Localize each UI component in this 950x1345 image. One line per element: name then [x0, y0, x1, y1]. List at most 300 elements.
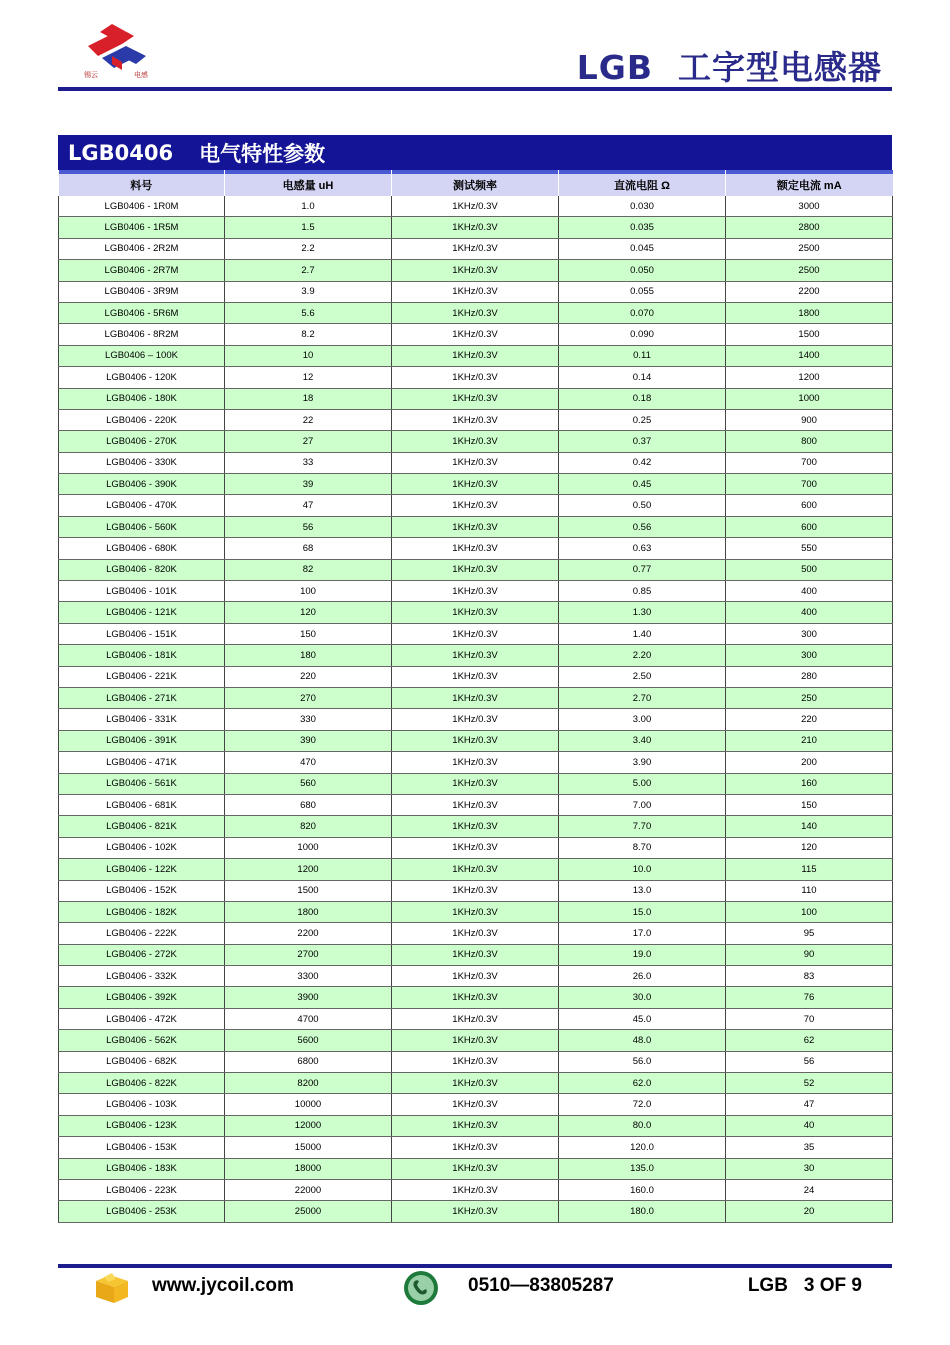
- table-cell: LGB0406 - 222K: [59, 923, 225, 944]
- table-row: [59, 1030, 893, 1051]
- column-header-accent: [59, 170, 225, 174]
- section-header: [58, 135, 892, 170]
- table-cell: 2800: [726, 217, 893, 238]
- column-header: [559, 170, 726, 196]
- table-cell: 1800: [225, 901, 392, 922]
- table-cell: 1KHz/0.3V: [392, 474, 559, 495]
- table-row: [59, 794, 893, 815]
- table-cell: 1KHz/0.3V: [392, 1115, 559, 1136]
- table-cell: 300: [726, 645, 893, 666]
- table-cell: 3.90: [559, 752, 726, 773]
- table-cell: 700: [726, 474, 893, 495]
- table-cell: LGB0406 - 153K: [59, 1137, 225, 1158]
- table-row: [59, 837, 893, 858]
- table-cell: 7.70: [559, 816, 726, 837]
- table-cell: 390: [225, 730, 392, 751]
- table-cell: LGB0406 - 8R2M: [59, 324, 225, 345]
- table-cell: 0.77: [559, 559, 726, 580]
- table-cell: 1KHz/0.3V: [392, 281, 559, 302]
- table-row: [59, 752, 893, 773]
- column-header-label: 额定电流 mA: [776, 180, 842, 192]
- table-cell: 35: [726, 1137, 893, 1158]
- table-cell: LGB0406 - 220K: [59, 409, 225, 430]
- column-header-label: 直流电阻 Ω: [614, 180, 670, 192]
- table-cell: 150: [726, 794, 893, 815]
- table-cell: 1800: [726, 302, 893, 323]
- table-cell: 8.2: [225, 324, 392, 345]
- electrical-spec-table: [58, 170, 893, 1223]
- table-cell: 0.85: [559, 581, 726, 602]
- table-cell: 1KHz/0.3V: [392, 238, 559, 259]
- website-link[interactable]: www.jycoil.com: [152, 1275, 294, 1296]
- column-header-accent: [392, 170, 558, 174]
- table-row: [59, 1158, 893, 1179]
- table-cell: 1KHz/0.3V: [392, 966, 559, 987]
- table-cell: LGB0406 - 680K: [59, 538, 225, 559]
- section-name: 电气特性参数: [199, 141, 326, 166]
- table-row: [59, 1073, 893, 1094]
- table-cell: 1KHz/0.3V: [392, 324, 559, 345]
- table-row: [59, 1179, 893, 1200]
- table-cell: 270: [225, 687, 392, 708]
- table-row: [59, 367, 893, 388]
- table-cell: LGB0406 - 121K: [59, 602, 225, 623]
- table-cell: LGB0406 - 561K: [59, 773, 225, 794]
- column-header-label: 电感量 uH: [282, 180, 334, 192]
- table-cell: 160.0: [559, 1179, 726, 1200]
- table-cell: 10.0: [559, 859, 726, 880]
- table-cell: LGB0406 - 822K: [59, 1073, 225, 1094]
- table-cell: 400: [726, 602, 893, 623]
- column-header-label: 料号: [130, 180, 153, 192]
- table-body: [59, 196, 893, 1222]
- table-cell: 120.0: [559, 1137, 726, 1158]
- table-cell: 8200: [225, 1073, 392, 1094]
- table-cell: LGB0406 - 681K: [59, 794, 225, 815]
- table-cell: 2.20: [559, 645, 726, 666]
- table-cell: 200: [726, 752, 893, 773]
- table-cell: LGB0406 - 221K: [59, 666, 225, 687]
- table-cell: LGB0406 - 103K: [59, 1094, 225, 1115]
- table-cell: 1KHz/0.3V: [392, 730, 559, 751]
- logo-caption-right: 电感: [134, 71, 148, 79]
- table-cell: 1KHz/0.3V: [392, 709, 559, 730]
- table-row: [59, 623, 893, 644]
- table-row: [59, 944, 893, 965]
- table-cell: 300: [726, 623, 893, 644]
- table-cell: LGB0406 - 392K: [59, 987, 225, 1008]
- table-cell: 1500: [726, 324, 893, 345]
- folder-icon: [94, 1271, 130, 1305]
- table-cell: 25000: [225, 1201, 392, 1222]
- table-row: [59, 1051, 893, 1072]
- table-cell: 100: [225, 581, 392, 602]
- table-cell: LGB0406 - 122K: [59, 859, 225, 880]
- table-cell: 0.25: [559, 409, 726, 430]
- table-cell: 0.070: [559, 302, 726, 323]
- table-cell: 83: [726, 966, 893, 987]
- table-cell: 1KHz/0.3V: [392, 1008, 559, 1029]
- table-cell: 2200: [726, 281, 893, 302]
- table-row: [59, 495, 893, 516]
- footer-divider: [58, 1264, 892, 1268]
- table-cell: 1KHz/0.3V: [392, 409, 559, 430]
- table-cell: 470: [225, 752, 392, 773]
- table-cell: 62.0: [559, 1073, 726, 1094]
- table-cell: 220: [726, 709, 893, 730]
- table-cell: 600: [726, 516, 893, 537]
- table-cell: LGB0406 - 180K: [59, 388, 225, 409]
- table-cell: LGB0406 - 3R9M: [59, 281, 225, 302]
- table-row: [59, 281, 893, 302]
- table-cell: 280: [726, 666, 893, 687]
- table-cell: 56: [726, 1051, 893, 1072]
- table-cell: 100: [726, 901, 893, 922]
- table-cell: 95: [726, 923, 893, 944]
- table-cell: 1KHz/0.3V: [392, 602, 559, 623]
- table-cell: 2700: [225, 944, 392, 965]
- table-cell: LGB0406 - 182K: [59, 901, 225, 922]
- table-row: [59, 923, 893, 944]
- table-cell: 1KHz/0.3V: [392, 452, 559, 473]
- table-cell: 2.2: [225, 238, 392, 259]
- table-cell: LGB0406 - 391K: [59, 730, 225, 751]
- table-cell: 2500: [726, 238, 893, 259]
- table-cell: LGB0406 - 1R0M: [59, 196, 225, 217]
- table-cell: LGB0406 - 151K: [59, 623, 225, 644]
- table-row: [59, 880, 893, 901]
- table-cell: LGB0406 - 1R5M: [59, 217, 225, 238]
- table-cell: 800: [726, 431, 893, 452]
- table-row: [59, 816, 893, 837]
- table-cell: 160: [726, 773, 893, 794]
- table-cell: LGB0406 - 562K: [59, 1030, 225, 1051]
- table-cell: 0.42: [559, 452, 726, 473]
- table-row: [59, 709, 893, 730]
- table-cell: LGB0406 - 330K: [59, 452, 225, 473]
- table-row: [59, 474, 893, 495]
- table-cell: 1KHz/0.3V: [392, 1073, 559, 1094]
- column-header: [726, 170, 893, 196]
- column-header-accent: [726, 170, 893, 174]
- table-cell: 1.5: [225, 217, 392, 238]
- table-cell: 13.0: [559, 880, 726, 901]
- table-cell: 22000: [225, 1179, 392, 1200]
- table-row: [59, 602, 893, 623]
- table-cell: 120: [726, 837, 893, 858]
- table-row: [59, 345, 893, 366]
- table-cell: LGB0406 - 472K: [59, 1008, 225, 1029]
- table-cell: 1KHz/0.3V: [392, 367, 559, 388]
- table-cell: 0.090: [559, 324, 726, 345]
- table-cell: 90: [726, 944, 893, 965]
- table-cell: 1KHz/0.3V: [392, 623, 559, 644]
- table-cell: 12: [225, 367, 392, 388]
- table-cell: 1KHz/0.3V: [392, 217, 559, 238]
- table-cell: 0.37: [559, 431, 726, 452]
- table-cell: 1KHz/0.3V: [392, 581, 559, 602]
- table-cell: 1.0: [225, 196, 392, 217]
- table-row: [59, 581, 893, 602]
- table-cell: 1KHz/0.3V: [392, 260, 559, 281]
- table-cell: 24: [726, 1179, 893, 1200]
- table-cell: 820: [225, 816, 392, 837]
- series-name: LGB: [747, 1275, 788, 1296]
- table-cell: 26.0: [559, 966, 726, 987]
- table-cell: 3900: [225, 987, 392, 1008]
- table-row: [59, 452, 893, 473]
- table-cell: 5.00: [559, 773, 726, 794]
- table-cell: 1KHz/0.3V: [392, 1201, 559, 1222]
- table-cell: 1KHz/0.3V: [392, 666, 559, 687]
- column-header-accent: [559, 170, 725, 174]
- table-cell: 17.0: [559, 923, 726, 944]
- table-cell: 56: [225, 516, 392, 537]
- table-cell: 68: [225, 538, 392, 559]
- table-cell: 18: [225, 388, 392, 409]
- table-cell: LGB0406 - 272K: [59, 944, 225, 965]
- table-cell: LGB0406 - 821K: [59, 816, 225, 837]
- column-header-accent: [225, 170, 391, 174]
- table-cell: 19.0: [559, 944, 726, 965]
- table-cell: LGB0406 - 470K: [59, 495, 225, 516]
- table-cell: 40: [726, 1115, 893, 1136]
- table-row: [59, 666, 893, 687]
- table-cell: 18000: [225, 1158, 392, 1179]
- table-cell: LGB0406 - 820K: [59, 559, 225, 580]
- table-row: [59, 901, 893, 922]
- table-cell: 1KHz/0.3V: [392, 345, 559, 366]
- table-row: [59, 217, 893, 238]
- table-cell: 120: [225, 602, 392, 623]
- page-number: 3 OF 9: [803, 1275, 862, 1296]
- table-cell: 47: [726, 1094, 893, 1115]
- table-cell: LGB0406 - 183K: [59, 1158, 225, 1179]
- table-cell: LGB0406 – 100K: [59, 345, 225, 366]
- table-cell: 39: [225, 474, 392, 495]
- table-cell: 80.0: [559, 1115, 726, 1136]
- table-cell: 1KHz/0.3V: [392, 987, 559, 1008]
- table-cell: 1.30: [559, 602, 726, 623]
- table-cell: 2.7: [225, 260, 392, 281]
- table-cell: 1KHz/0.3V: [392, 1094, 559, 1115]
- table-cell: 140: [726, 816, 893, 837]
- table-cell: 8.70: [559, 837, 726, 858]
- table-cell: LGB0406 - 271K: [59, 687, 225, 708]
- table-cell: 4700: [225, 1008, 392, 1029]
- table-row: [59, 196, 893, 217]
- table-row: [59, 538, 893, 559]
- table-cell: 0.030: [559, 196, 726, 217]
- table-row: [59, 987, 893, 1008]
- table-header-row: [59, 170, 893, 196]
- table-cell: 1000: [225, 837, 392, 858]
- table-cell: LGB0406 - 2R7M: [59, 260, 225, 281]
- table-cell: 0.11: [559, 345, 726, 366]
- table-cell: 62: [726, 1030, 893, 1051]
- table-cell: LGB0406 - 471K: [59, 752, 225, 773]
- table-cell: 1KHz/0.3V: [392, 495, 559, 516]
- table-cell: 500: [726, 559, 893, 580]
- column-header-label: 测试频率: [453, 180, 497, 192]
- table-cell: 0.055: [559, 281, 726, 302]
- table-cell: 250: [726, 687, 893, 708]
- table-cell: LGB0406 - 331K: [59, 709, 225, 730]
- table-cell: 27: [225, 431, 392, 452]
- table-row: [59, 687, 893, 708]
- table-cell: 1KHz/0.3V: [392, 516, 559, 537]
- table-row: [59, 730, 893, 751]
- table-cell: 76: [726, 987, 893, 1008]
- table-cell: 33: [225, 452, 392, 473]
- table-cell: 115: [726, 859, 893, 880]
- table-cell: 30: [726, 1158, 893, 1179]
- table-cell: LGB0406 - 682K: [59, 1051, 225, 1072]
- table-cell: 150: [225, 623, 392, 644]
- table-cell: 12000: [225, 1115, 392, 1136]
- table-cell: LGB0406 - 270K: [59, 431, 225, 452]
- table-cell: 330: [225, 709, 392, 730]
- table-cell: 1KHz/0.3V: [392, 1051, 559, 1072]
- phone-icon: [403, 1270, 439, 1306]
- table-cell: 900: [726, 409, 893, 430]
- table-row: [59, 238, 893, 259]
- table-cell: 3000: [726, 196, 893, 217]
- table-row: [59, 516, 893, 537]
- table-cell: 0.63: [559, 538, 726, 559]
- table-cell: 1400: [726, 345, 893, 366]
- column-header: [225, 170, 392, 196]
- table-cell: 1KHz/0.3V: [392, 538, 559, 559]
- table-row: [59, 260, 893, 281]
- table-cell: 1KHz/0.3V: [392, 645, 559, 666]
- table-cell: 220: [225, 666, 392, 687]
- logo-caption: [84, 70, 148, 80]
- table-row: [59, 645, 893, 666]
- table-cell: 135.0: [559, 1158, 726, 1179]
- table-cell: 48.0: [559, 1030, 726, 1051]
- table-cell: 1KHz/0.3V: [392, 1179, 559, 1200]
- table-cell: 550: [726, 538, 893, 559]
- table-cell: 45.0: [559, 1008, 726, 1029]
- table-cell: 72.0: [559, 1094, 726, 1115]
- table-cell: LGB0406 - 101K: [59, 581, 225, 602]
- section-code: LGB0406: [68, 140, 174, 165]
- table-cell: 15.0: [559, 901, 726, 922]
- table-row: [59, 966, 893, 987]
- table-cell: 1KHz/0.3V: [392, 559, 559, 580]
- table-cell: 0.50: [559, 495, 726, 516]
- table-cell: LGB0406 - 120K: [59, 367, 225, 388]
- table-cell: 47: [225, 495, 392, 516]
- table-cell: LGB0406 - 2R2M: [59, 238, 225, 259]
- document-title: LGB 工字型电感器: [576, 48, 882, 87]
- table-cell: 0.14: [559, 367, 726, 388]
- table-cell: 400: [726, 581, 893, 602]
- table-cell: 5.6: [225, 302, 392, 323]
- table-cell: 180.0: [559, 1201, 726, 1222]
- table-cell: 1KHz/0.3V: [392, 1137, 559, 1158]
- table-cell: LGB0406 - 152K: [59, 880, 225, 901]
- table-row: [59, 1201, 893, 1222]
- table-row: [59, 1137, 893, 1158]
- table-cell: 1KHz/0.3V: [392, 302, 559, 323]
- table-cell: LGB0406 - 253K: [59, 1201, 225, 1222]
- table-cell: LGB0406 - 123K: [59, 1115, 225, 1136]
- table-cell: 1KHz/0.3V: [392, 388, 559, 409]
- table-row: [59, 409, 893, 430]
- table-cell: 1KHz/0.3V: [392, 859, 559, 880]
- table-cell: 1KHz/0.3V: [392, 687, 559, 708]
- table-cell: 0.045: [559, 238, 726, 259]
- table-cell: 0.035: [559, 217, 726, 238]
- table-cell: 3.00: [559, 709, 726, 730]
- page-indicator: [748, 1275, 862, 1297]
- table-cell: 1KHz/0.3V: [392, 944, 559, 965]
- table-cell: 1KHz/0.3V: [392, 794, 559, 815]
- table-row: [59, 1094, 893, 1115]
- table-cell: 15000: [225, 1137, 392, 1158]
- table-cell: 10: [225, 345, 392, 366]
- table-cell: 1000: [726, 388, 893, 409]
- table-cell: 5600: [225, 1030, 392, 1051]
- table-cell: 1.40: [559, 623, 726, 644]
- table-cell: LGB0406 - 102K: [59, 837, 225, 858]
- table-cell: 1KHz/0.3V: [392, 196, 559, 217]
- table-row: [59, 859, 893, 880]
- table-cell: 1KHz/0.3V: [392, 752, 559, 773]
- table-cell: 56.0: [559, 1051, 726, 1072]
- table-cell: 1KHz/0.3V: [392, 880, 559, 901]
- table-cell: 1KHz/0.3V: [392, 923, 559, 944]
- table-cell: LGB0406 - 223K: [59, 1179, 225, 1200]
- table-cell: 1200: [225, 859, 392, 880]
- table-row: [59, 431, 893, 452]
- table-cell: 52: [726, 1073, 893, 1094]
- table-cell: LGB0406 - 560K: [59, 516, 225, 537]
- table-cell: 210: [726, 730, 893, 751]
- table-row: [59, 1008, 893, 1029]
- table-cell: 0.56: [559, 516, 726, 537]
- table-cell: LGB0406 - 5R6M: [59, 302, 225, 323]
- table-cell: 3.9: [225, 281, 392, 302]
- column-header: [392, 170, 559, 196]
- table-cell: 1KHz/0.3V: [392, 431, 559, 452]
- table-row: [59, 388, 893, 409]
- table-cell: 1KHz/0.3V: [392, 773, 559, 794]
- table-cell: 680: [225, 794, 392, 815]
- table-cell: 30.0: [559, 987, 726, 1008]
- table-cell: 0.18: [559, 388, 726, 409]
- header-divider: [58, 87, 892, 91]
- table-cell: 3.40: [559, 730, 726, 751]
- table-cell: 10000: [225, 1094, 392, 1115]
- table-cell: 22: [225, 409, 392, 430]
- table-row: [59, 773, 893, 794]
- table-cell: 2.70: [559, 687, 726, 708]
- table-cell: LGB0406 - 390K: [59, 474, 225, 495]
- table-row: [59, 559, 893, 580]
- table-cell: 2.50: [559, 666, 726, 687]
- table-cell: 70: [726, 1008, 893, 1029]
- table-row: [59, 1115, 893, 1136]
- table-cell: 110: [726, 880, 893, 901]
- logo-caption-left: 锡云: [84, 71, 98, 79]
- table-cell: 700: [726, 452, 893, 473]
- table-cell: 0.45: [559, 474, 726, 495]
- table-cell: 20: [726, 1201, 893, 1222]
- table-cell: 0.050: [559, 260, 726, 281]
